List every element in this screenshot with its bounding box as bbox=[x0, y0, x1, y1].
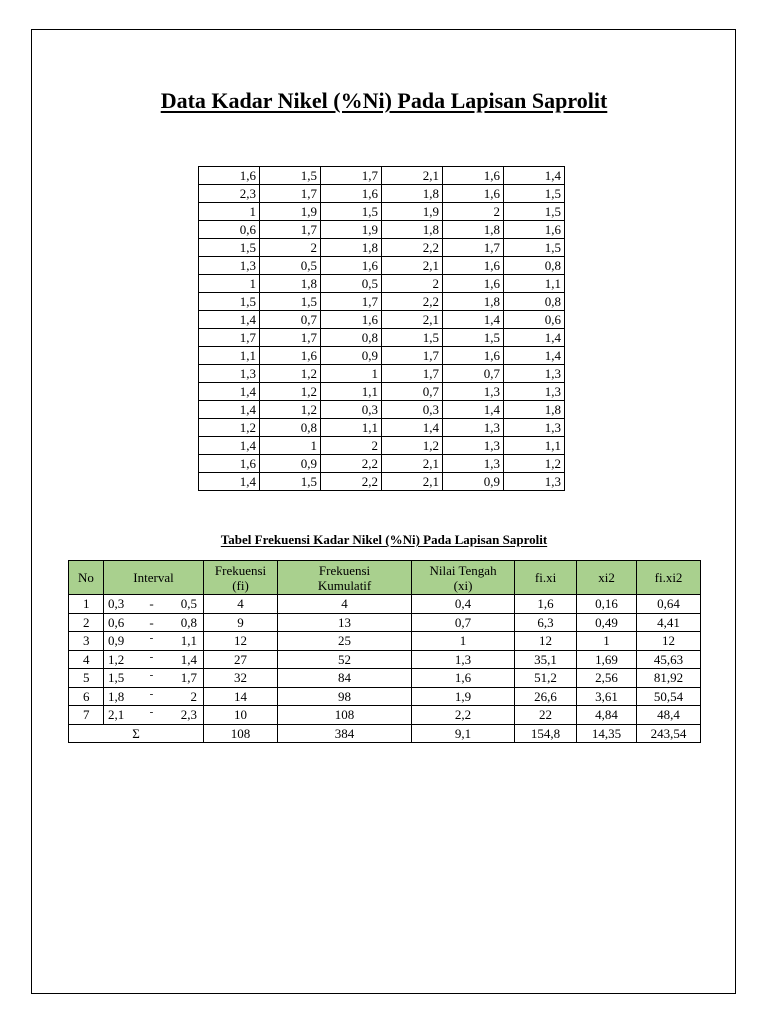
raw-data-cell: 1,7 bbox=[199, 329, 260, 347]
raw-data-cell: 1,3 bbox=[443, 419, 504, 437]
raw-data-cell: 1,5 bbox=[199, 293, 260, 311]
raw-data-cell: 1,4 bbox=[443, 401, 504, 419]
raw-data-cell: 1,2 bbox=[260, 383, 321, 401]
raw-data-cell: 1,6 bbox=[443, 275, 504, 293]
raw-data-cell: 1,7 bbox=[260, 221, 321, 239]
frequency-row bbox=[69, 613, 701, 632]
raw-data-cell: 1,7 bbox=[382, 347, 443, 365]
raw-data-cell: 0,8 bbox=[321, 329, 382, 347]
raw-data-cell: 1,2 bbox=[260, 365, 321, 383]
interval-upper: 0,8 bbox=[158, 613, 204, 632]
raw-data-row bbox=[199, 221, 565, 239]
interval-lower: 0,9 bbox=[104, 632, 146, 651]
raw-data-cell: 1,5 bbox=[260, 293, 321, 311]
fi-xi2: 0,64 bbox=[637, 595, 701, 614]
midpoint: 0,4 bbox=[412, 595, 515, 614]
interval-upper: 1,4 bbox=[158, 650, 204, 669]
raw-data-cell: 0,7 bbox=[443, 365, 504, 383]
raw-data-cell: 2 bbox=[443, 203, 504, 221]
interval-lower: 2,1 bbox=[104, 706, 146, 725]
total-label: Σ bbox=[69, 724, 204, 743]
row-number: 2 bbox=[69, 613, 104, 632]
raw-data-cell: 0,5 bbox=[260, 257, 321, 275]
raw-data-row bbox=[199, 275, 565, 293]
raw-data-cell: 1,4 bbox=[504, 347, 565, 365]
raw-data-cell: 1,5 bbox=[504, 239, 565, 257]
raw-data-cell: 1,6 bbox=[199, 455, 260, 473]
interval-dash: - bbox=[146, 687, 158, 706]
total-row bbox=[69, 724, 701, 743]
total-fi-xi: 154,8 bbox=[515, 724, 577, 743]
raw-data-cell: 2,2 bbox=[382, 239, 443, 257]
raw-data-row bbox=[199, 329, 565, 347]
raw-data-cell: 1,9 bbox=[321, 221, 382, 239]
frequency: 27 bbox=[204, 650, 278, 669]
raw-data-row bbox=[199, 257, 565, 275]
frequency-table-header-row bbox=[69, 561, 701, 595]
frequency: 14 bbox=[204, 687, 278, 706]
frequency-row bbox=[69, 632, 701, 651]
raw-data-row bbox=[199, 167, 565, 185]
frequency-row bbox=[69, 650, 701, 669]
raw-data-cell: 1,7 bbox=[443, 239, 504, 257]
frequency-table bbox=[68, 560, 701, 743]
raw-data-cell: 1,2 bbox=[199, 419, 260, 437]
cumulative-frequency: 98 bbox=[278, 687, 412, 706]
fi-xi2: 50,54 bbox=[637, 687, 701, 706]
raw-data-cell: 1,4 bbox=[504, 329, 565, 347]
raw-data-cell: 0,3 bbox=[382, 401, 443, 419]
raw-data-cell: 0,3 bbox=[321, 401, 382, 419]
raw-data-cell: 1,7 bbox=[382, 365, 443, 383]
raw-data-cell: 0,7 bbox=[382, 383, 443, 401]
raw-data-cell: 1,6 bbox=[199, 167, 260, 185]
interval-dash: - bbox=[146, 650, 158, 669]
raw-data-cell: 1,8 bbox=[382, 185, 443, 203]
row-number: 3 bbox=[69, 632, 104, 651]
cumulative-frequency: 13 bbox=[278, 613, 412, 632]
row-number: 4 bbox=[69, 650, 104, 669]
raw-data-cell: 1,3 bbox=[199, 257, 260, 275]
fi-xi: 26,6 bbox=[515, 687, 577, 706]
xi2: 0,49 bbox=[577, 613, 637, 632]
raw-data-cell: 0,8 bbox=[260, 419, 321, 437]
header-frequency: Frekuensi (fi) bbox=[204, 561, 278, 595]
xi2: 1 bbox=[577, 632, 637, 651]
xi2: 0,16 bbox=[577, 595, 637, 614]
interval-dash: - bbox=[146, 595, 158, 614]
raw-data-cell: 1 bbox=[199, 275, 260, 293]
raw-data-cell: 1,7 bbox=[321, 167, 382, 185]
midpoint: 1,9 bbox=[412, 687, 515, 706]
header-fi-xi2: fi.xi2 bbox=[637, 561, 701, 595]
xi2: 3,61 bbox=[577, 687, 637, 706]
fi-xi2: 45,63 bbox=[637, 650, 701, 669]
fi-xi: 1,6 bbox=[515, 595, 577, 614]
interval-dash: - bbox=[146, 632, 158, 651]
raw-data-cell: 1,4 bbox=[199, 401, 260, 419]
raw-data-cell: 2,1 bbox=[382, 257, 443, 275]
raw-data-row bbox=[199, 293, 565, 311]
raw-data-table bbox=[198, 166, 565, 491]
raw-data-cell: 1,7 bbox=[260, 185, 321, 203]
raw-data-cell: 1,4 bbox=[382, 419, 443, 437]
raw-data-cell: 0,8 bbox=[504, 293, 565, 311]
raw-data-row bbox=[199, 185, 565, 203]
row-number: 5 bbox=[69, 669, 104, 688]
raw-data-cell: 1,3 bbox=[504, 419, 565, 437]
raw-data-row bbox=[199, 365, 565, 383]
raw-data-cell: 0,9 bbox=[321, 347, 382, 365]
raw-data-cell: 1,3 bbox=[443, 455, 504, 473]
raw-data-cell: 1,5 bbox=[443, 329, 504, 347]
frequency: 10 bbox=[204, 706, 278, 725]
raw-data-cell: 1,2 bbox=[260, 401, 321, 419]
raw-data-cell: 1,8 bbox=[321, 239, 382, 257]
row-number: 1 bbox=[69, 595, 104, 614]
raw-data-cell: 2,1 bbox=[382, 167, 443, 185]
raw-data-cell: 0,5 bbox=[321, 275, 382, 293]
raw-data-cell: 1,5 bbox=[504, 185, 565, 203]
midpoint: 1,6 bbox=[412, 669, 515, 688]
xi2: 2,56 bbox=[577, 669, 637, 688]
interval-lower: 1,5 bbox=[104, 669, 146, 688]
total-midpoint: 9,1 bbox=[412, 724, 515, 743]
fi-xi2: 48,4 bbox=[637, 706, 701, 725]
raw-data-cell: 1,1 bbox=[504, 437, 565, 455]
raw-data-cell: 1,3 bbox=[504, 383, 565, 401]
interval-upper: 0,5 bbox=[158, 595, 204, 614]
fi-xi: 12 bbox=[515, 632, 577, 651]
fi-xi2: 12 bbox=[637, 632, 701, 651]
cumulative-frequency: 84 bbox=[278, 669, 412, 688]
total-cumulative: 384 bbox=[278, 724, 412, 743]
raw-data-cell: 1 bbox=[321, 365, 382, 383]
header-midpoint: Nilai Tengah (xi) bbox=[412, 561, 515, 595]
raw-data-row bbox=[199, 203, 565, 221]
fi-xi: 51,2 bbox=[515, 669, 577, 688]
raw-data-cell: 2 bbox=[382, 275, 443, 293]
raw-data-cell: 1,4 bbox=[443, 311, 504, 329]
raw-data-cell: 1,7 bbox=[321, 293, 382, 311]
frequency: 12 bbox=[204, 632, 278, 651]
frequency-row bbox=[69, 669, 701, 688]
xi2: 4,84 bbox=[577, 706, 637, 725]
raw-data-cell: 2 bbox=[260, 239, 321, 257]
raw-data-cell: 1,8 bbox=[382, 221, 443, 239]
raw-data-cell: 1,6 bbox=[504, 221, 565, 239]
frequency: 4 bbox=[204, 595, 278, 614]
xi2: 1,69 bbox=[577, 650, 637, 669]
interval-upper: 1,7 bbox=[158, 669, 204, 688]
raw-data-cell: 0,6 bbox=[199, 221, 260, 239]
raw-data-cell: 1,3 bbox=[443, 383, 504, 401]
fi-xi: 6,3 bbox=[515, 613, 577, 632]
header-interval: Interval bbox=[104, 561, 204, 595]
total-frequency: 108 bbox=[204, 724, 278, 743]
raw-data-cell: 2,2 bbox=[321, 473, 382, 491]
raw-data-cell: 2,1 bbox=[382, 455, 443, 473]
raw-data-cell: 1,4 bbox=[199, 473, 260, 491]
total-fi-xi2: 243,54 bbox=[637, 724, 701, 743]
interval-lower: 0,6 bbox=[104, 613, 146, 632]
header-no: No bbox=[69, 561, 104, 595]
raw-data-cell: 1 bbox=[199, 203, 260, 221]
frequency-row bbox=[69, 595, 701, 614]
raw-data-cell: 1,5 bbox=[321, 203, 382, 221]
interval-lower: 1,8 bbox=[104, 687, 146, 706]
raw-data-cell: 0,9 bbox=[260, 455, 321, 473]
interval-dash: - bbox=[146, 706, 158, 725]
raw-data-cell: 1,3 bbox=[443, 437, 504, 455]
raw-data-cell: 2,2 bbox=[382, 293, 443, 311]
interval-dash: - bbox=[146, 613, 158, 632]
raw-data-cell: 2,3 bbox=[199, 185, 260, 203]
raw-data-cell: 2 bbox=[321, 437, 382, 455]
raw-data-cell: 1,6 bbox=[321, 257, 382, 275]
interval-lower: 1,2 bbox=[104, 650, 146, 669]
fi-xi: 22 bbox=[515, 706, 577, 725]
raw-data-cell: 2,2 bbox=[321, 455, 382, 473]
raw-data-cell: 1,1 bbox=[321, 383, 382, 401]
raw-data-cell: 1,3 bbox=[199, 365, 260, 383]
raw-data-cell: 0,7 bbox=[260, 311, 321, 329]
raw-data-cell: 1,5 bbox=[260, 167, 321, 185]
raw-data-cell: 1,7 bbox=[260, 329, 321, 347]
raw-data-cell: 1,5 bbox=[260, 473, 321, 491]
raw-data-row bbox=[199, 473, 565, 491]
raw-data-cell: 1,8 bbox=[443, 293, 504, 311]
frequency: 9 bbox=[204, 613, 278, 632]
interval-upper: 2,3 bbox=[158, 706, 204, 725]
interval-dash: - bbox=[146, 669, 158, 688]
midpoint: 1,3 bbox=[412, 650, 515, 669]
fi-xi2: 4,41 bbox=[637, 613, 701, 632]
interval-upper: 1,1 bbox=[158, 632, 204, 651]
cumulative-frequency: 52 bbox=[278, 650, 412, 669]
raw-data-cell: 1,1 bbox=[504, 275, 565, 293]
raw-data-row bbox=[199, 437, 565, 455]
interval-lower: 0,3 bbox=[104, 595, 146, 614]
midpoint: 1 bbox=[412, 632, 515, 651]
header-xi2: xi2 bbox=[577, 561, 637, 595]
raw-data-cell: 1,4 bbox=[199, 437, 260, 455]
raw-data-cell: 1,8 bbox=[260, 275, 321, 293]
raw-data-cell: 1,1 bbox=[199, 347, 260, 365]
frequency: 32 bbox=[204, 669, 278, 688]
raw-data-cell: 1,8 bbox=[443, 221, 504, 239]
raw-data-cell: 1 bbox=[260, 437, 321, 455]
total-xi2: 14,35 bbox=[577, 724, 637, 743]
raw-data-cell: 1,6 bbox=[443, 257, 504, 275]
raw-data-cell: 1,2 bbox=[504, 455, 565, 473]
raw-data-row bbox=[199, 401, 565, 419]
cumulative-frequency: 25 bbox=[278, 632, 412, 651]
raw-data-cell: 2,1 bbox=[382, 311, 443, 329]
interval-upper: 2 bbox=[158, 687, 204, 706]
raw-data-cell: 1,5 bbox=[382, 329, 443, 347]
raw-data-row bbox=[199, 311, 565, 329]
raw-data-row bbox=[199, 347, 565, 365]
raw-data-cell: 1,3 bbox=[504, 473, 565, 491]
row-number: 6 bbox=[69, 687, 104, 706]
midpoint: 0,7 bbox=[412, 613, 515, 632]
raw-data-cell: 1,6 bbox=[443, 347, 504, 365]
raw-data-cell: 1,5 bbox=[199, 239, 260, 257]
raw-data-cell: 1,3 bbox=[504, 365, 565, 383]
raw-data-cell: 1,2 bbox=[382, 437, 443, 455]
raw-data-cell: 1,5 bbox=[504, 203, 565, 221]
raw-data-cell: 1,6 bbox=[443, 167, 504, 185]
row-number: 7 bbox=[69, 706, 104, 725]
raw-data-row bbox=[199, 419, 565, 437]
fi-xi2: 81,92 bbox=[637, 669, 701, 688]
raw-data-cell: 1,4 bbox=[504, 167, 565, 185]
raw-data-cell: 0,9 bbox=[443, 473, 504, 491]
raw-data-cell: 1,8 bbox=[504, 401, 565, 419]
raw-data-cell: 1,4 bbox=[199, 383, 260, 401]
frequency-row bbox=[69, 706, 701, 725]
page-title: Data Kadar Nikel (%Ni) Pada Lapisan Saprolit bbox=[160, 88, 608, 113]
fi-xi: 35,1 bbox=[515, 650, 577, 669]
raw-data-cell: 1,6 bbox=[260, 347, 321, 365]
cumulative-frequency: 108 bbox=[278, 706, 412, 725]
cumulative-frequency: 4 bbox=[278, 595, 412, 614]
header-fi-xi: fi.xi bbox=[515, 561, 577, 595]
raw-data-cell: 1,9 bbox=[260, 203, 321, 221]
raw-data-cell: 0,8 bbox=[504, 257, 565, 275]
raw-data-row bbox=[199, 383, 565, 401]
raw-data-cell: 1,9 bbox=[382, 203, 443, 221]
raw-data-cell: 1,1 bbox=[321, 419, 382, 437]
raw-data-row bbox=[199, 239, 565, 257]
midpoint: 2,2 bbox=[412, 706, 515, 725]
raw-data-row bbox=[199, 455, 565, 473]
frequency-row bbox=[69, 687, 701, 706]
header-cumulative-frequency: Frekuensi Kumulatif bbox=[278, 561, 412, 595]
frequency-table-title: Tabel Frekuensi Kadar Nikel (%Ni) Pada Lapisan Saprolit bbox=[220, 532, 548, 547]
raw-data-cell: 1,4 bbox=[199, 311, 260, 329]
raw-data-cell: 0,6 bbox=[504, 311, 565, 329]
raw-data-cell: 1,6 bbox=[321, 185, 382, 203]
raw-data-cell: 1,6 bbox=[321, 311, 382, 329]
raw-data-cell: 2,1 bbox=[382, 473, 443, 491]
raw-data-cell: 1,6 bbox=[443, 185, 504, 203]
